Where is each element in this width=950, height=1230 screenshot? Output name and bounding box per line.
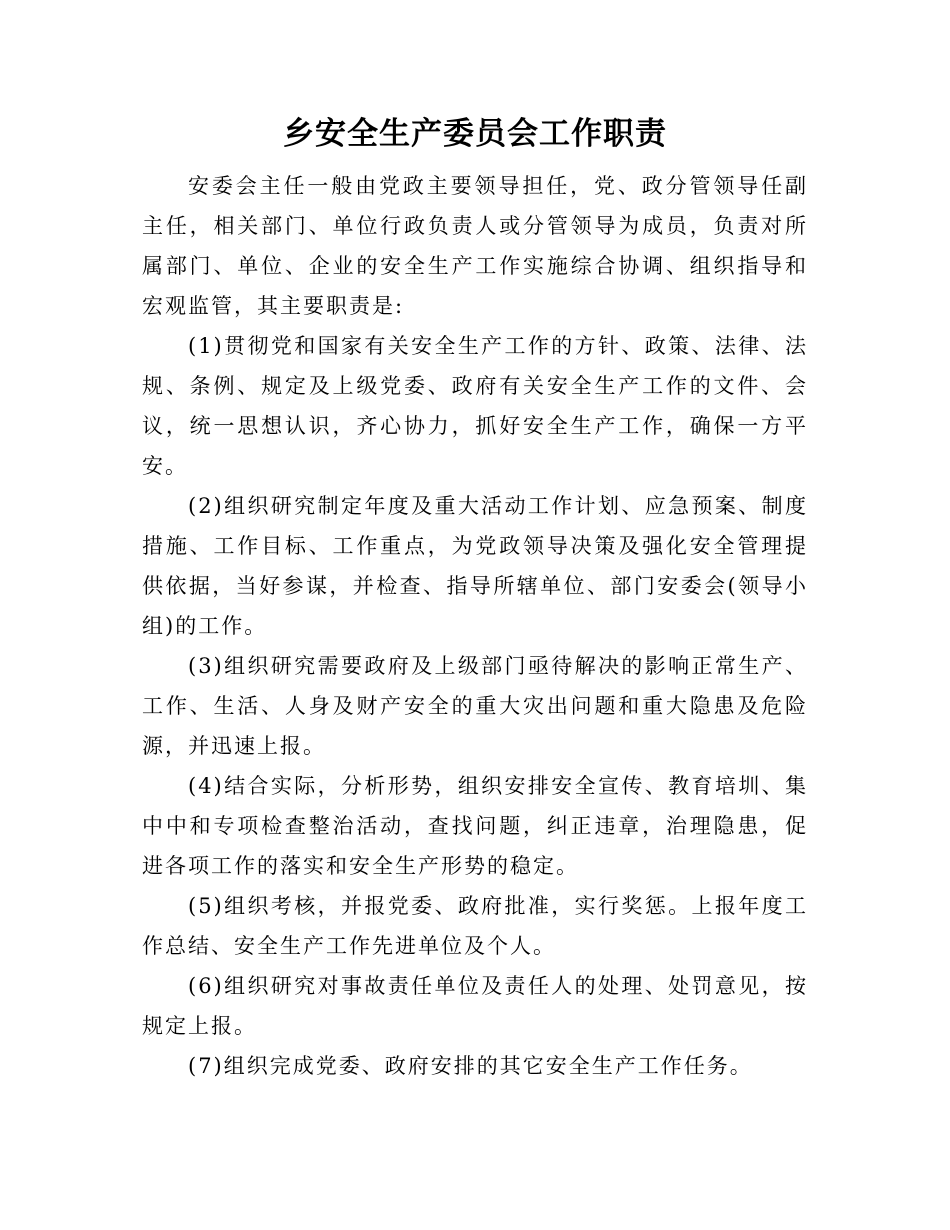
- duty-item-7: (7)组织完成党委、政府安排的其它安全生产工作任务。: [188, 1054, 753, 1078]
- document-title: 乡安全生产委员会工作职责: [283, 116, 667, 152]
- duty-item-3: (3)组织研究需要政府及上级部门亟待解决的影响正常生产、工作、生活、人身及财产安全的重大灾出问题和重大隐患及危险源，并迅速上报。: [142, 654, 808, 758]
- duty-item-2: (2)组织研究制定年度及重大活动工作计划、应急预案、制度措施、工作目标、工作重点，为党政领导决策及强化安全管理提供依据，当好参谋，并检查、指导所辖单位、部门安委会(领导小组)的工作。: [142, 494, 808, 638]
- duty-item-1: (1)贯彻党和国家有关安全生产工作的方针、政策、法律、法规、条例、规定及上级党委、政府有关安全生产工作的文件、会议，统一思想认识，齐心协力，抓好安全生产工作，确保一方平安。: [142, 334, 808, 478]
- duty-item-6: (6)组织研究对事故责任单位及责任人的处理、处罚意见，按规定上报。: [142, 974, 808, 1038]
- intro-paragraph: 安委会主任一般由党政主要领导担任，党、政分管领导任副主任，相关部门、单位行政负责人或分管领导为成员，负责对所属部门、单位、企业的安全生产工作实施综合协调、组织指导和宏观监管，其主要职责是:: [142, 174, 808, 318]
- duty-item-5: (5)组织考核，并报党委、政府批准，实行奖惩。上报年度工作总结、安全生产工作先进单位及个人。: [142, 894, 808, 958]
- document-body: [142, 166, 808, 1086]
- duty-item-4: (4)结合实际，分析形势，组织安排安全宣传、教育培圳、集中中和专项检查整治活动，查找问题，纠正违章，治理隐患，促进各项工作的落实和安全生产形势的稳定。: [142, 774, 808, 878]
